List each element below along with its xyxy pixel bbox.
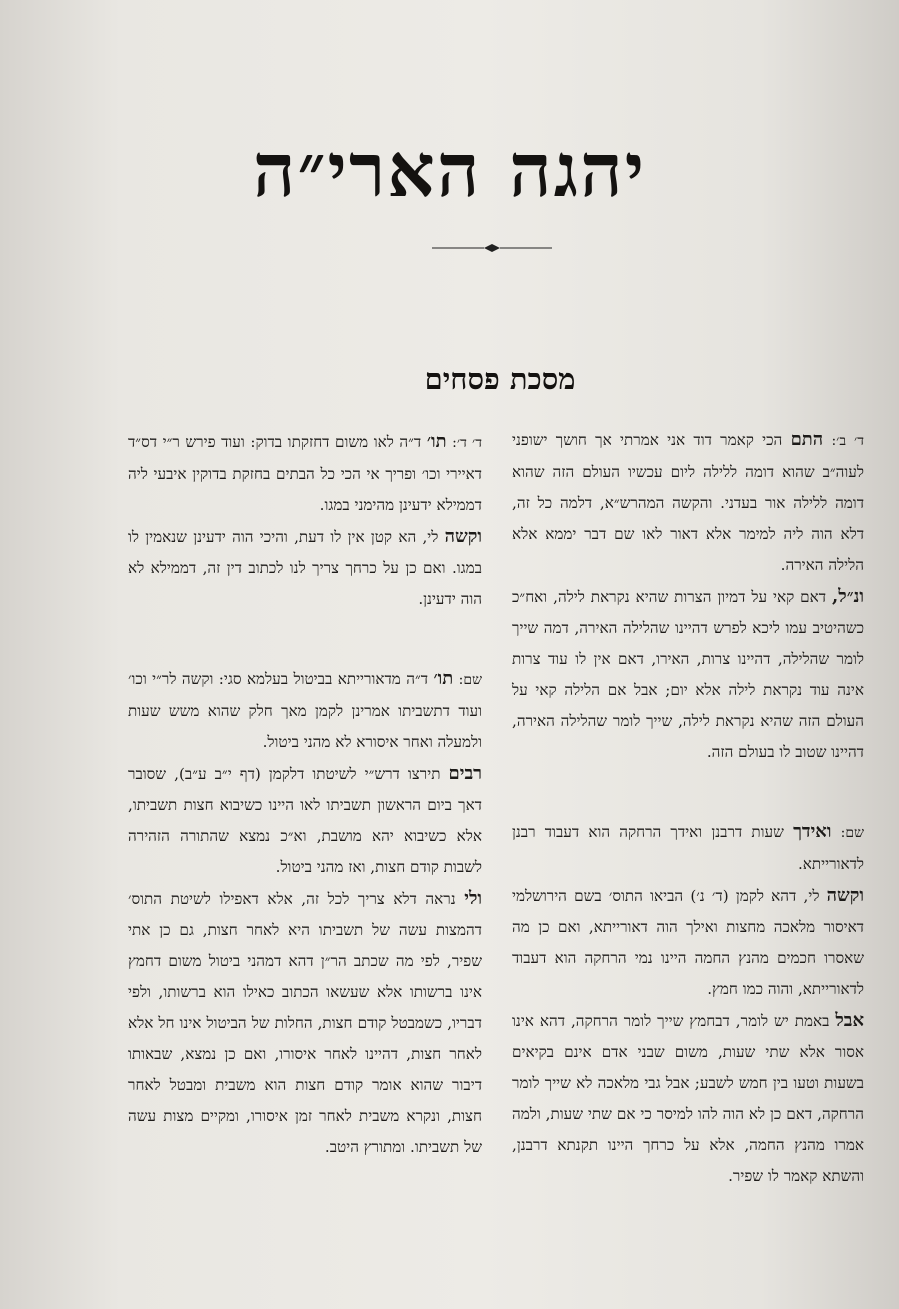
paragraph (128, 758, 482, 883)
paragraph-text: דאם קאי על דמיון הצרות שהיא נקראת לילה, ואח״כ כשהיטיב עמו ליכא לפרש דהיינו שהלילה האירה, דמה שייך לומר שהלילה, דהיינו צרות, האירו, דאם אין לו עוד צרות אינה עוד נקראת לילה אלא יום; אבל אם הלילה קאי על העולם הזה שהיא נקראת לילה, שייך לומר שהלילה האירה, דהיינו שטוב לו בעולם הזה. (512, 588, 864, 761)
section-title: מסכת פסחים (424, 362, 576, 396)
ornament-divider (432, 240, 552, 256)
paragraph-lead: אבל (835, 1010, 864, 1031)
paragraph-text: לי, הא קטן אין לו דעת, והיכי הוה ידעינן שנאמין לו במגו. ואם כן על כרחך צריך לנו לכתוב דין זה, דממילא לא הוה ידעינן. (128, 528, 482, 608)
paragraph (512, 424, 864, 581)
paragraph-lead: התם (790, 429, 824, 450)
left-column (128, 426, 482, 1163)
paragraph-text: שעות דרבנן ואידך הרחקה הוא דעבוד רבנן לדאורייתא. (512, 823, 864, 873)
paragraph-lead: ולי (464, 888, 482, 909)
paragraph-ref: ד׳ ד׳: (452, 435, 483, 451)
paragraph (512, 816, 864, 880)
paragraph (128, 521, 482, 615)
paragraph-text: באמת יש לומר, דבחמץ שייך לומר הרחקה, דהא אינו אסור אלא שתי שעות, משום שבני אדם אינם בקיאים בשעות וטעו בין חמש לשבע; אבל גבי מלאכה לא שייך לומר הרחקה, דאם כן לא הוה להו למיסר כי אם שתי שעות, ולמה אמרו מהנץ החמה, אלא על כרחך היינו תקנתא דרבנן, והשתא קאמר לו שפיר. (512, 1012, 864, 1185)
paragraph (512, 880, 864, 1005)
paragraph (128, 883, 482, 1163)
right-column (512, 424, 864, 1192)
paragraph-text: לי, דהא לקמן (ד׳ נ׳) הביאו התוס׳ בשם הירושלמי דאיסור מלאכה מחצות ואילך הוה דאורייתא, ואם כן מה שאסרו חכמים מהנץ החמה היינו נמי הרחקה הוא דעבוד לדאורייתא, והוה כמו חמץ. (512, 887, 864, 998)
paragraph-lead: רבים (448, 763, 482, 784)
paragraph-text: הכי קאמר דוד אני אמרתי אך חושך ישופני לעוה״ב שהוא דומה ללילה ליום עכשיו העולם הזה שהוא דומה ללילה אור בעדני. והקשה המהרש״א, דלמה כל זה, דלא הוה ליה למימר אלא דאור לאו שם דבר יממא אלא הלילה האירה. (512, 431, 864, 574)
paragraph-text: ד״ה לאו משום דחזקתו בדוק: ועוד פירש ר״י דס״ד דאיירי וכו׳ ופריך אי הכי כל הבתים בחזקת בדוקין איבעי ליה דממילא ידעינן מהימני במגו. (128, 433, 482, 514)
paragraph-ref: שם: (458, 672, 483, 688)
paragraph (512, 1005, 864, 1192)
paragraph-lead: וקשה (444, 526, 482, 547)
paragraph-lead: וקשה (826, 885, 864, 906)
paragraph-text: נראה דלא צריך לכל זה, אלא דאפילו לשיטת התוס׳ דהמצות עשה של תשביתו היא לאחר חצות, גם כן אתי שפיר, לפי מה שכתב הר״ן דהא דמהני ביטול משום דחמץ אינו ברשותו אלא שעשאו הכתוב כאילו הוא ברשותו, ולפי דבריו, כשמבטל קודם חצות, החלות של הביטול אינו חל אלא לאחר חצות, דהיינו לאחר איסורו, ואם כן נמצא, שבאותו דיבור שהוא אומר קודם חצות הוא משבית ומבטל לאחר חצות, ונקרא משבית לאחר זמן איסורו, ומקיים מצות עשה של תשביתו. ומתורץ היטב. (128, 890, 482, 1156)
paragraph-lead: תו׳ (433, 668, 454, 689)
paragraph (512, 581, 864, 768)
paragraph-text: תירצו דרש״י לשיטתו דלקמן (דף י״ב ע״ב), שסובר דאך ביום הראשון תשביתו לאו היינו כשיבוא חצות תשביתו, אלא כשיבוא יהא מושבת, וא״כ נמצא שהתורה הזהירה לשבות קודם חצות, ואז מהני ביטול. (128, 765, 482, 876)
paragraph-lead: ונ״ל, (832, 586, 864, 607)
paragraph-lead: תו׳ (426, 431, 447, 452)
paragraph (128, 426, 482, 521)
page-title: יהגה הארי״ה (252, 128, 647, 214)
paragraph-ref: ד׳ ב׳: (831, 433, 865, 449)
paragraph-text: ד״ה מדאורייתא בביטול בעלמא סגי: וקשה לר״י וכו׳ ועוד דתשביתו אמרינן לקמן מאך חלק שהוא משש שעות ולמעלה ואחר איסורא לא מהני ביטול. (128, 670, 482, 751)
paragraph-lead: ואידך (793, 821, 832, 842)
paragraph-ref: שם: (840, 825, 865, 841)
paragraph (128, 663, 482, 758)
